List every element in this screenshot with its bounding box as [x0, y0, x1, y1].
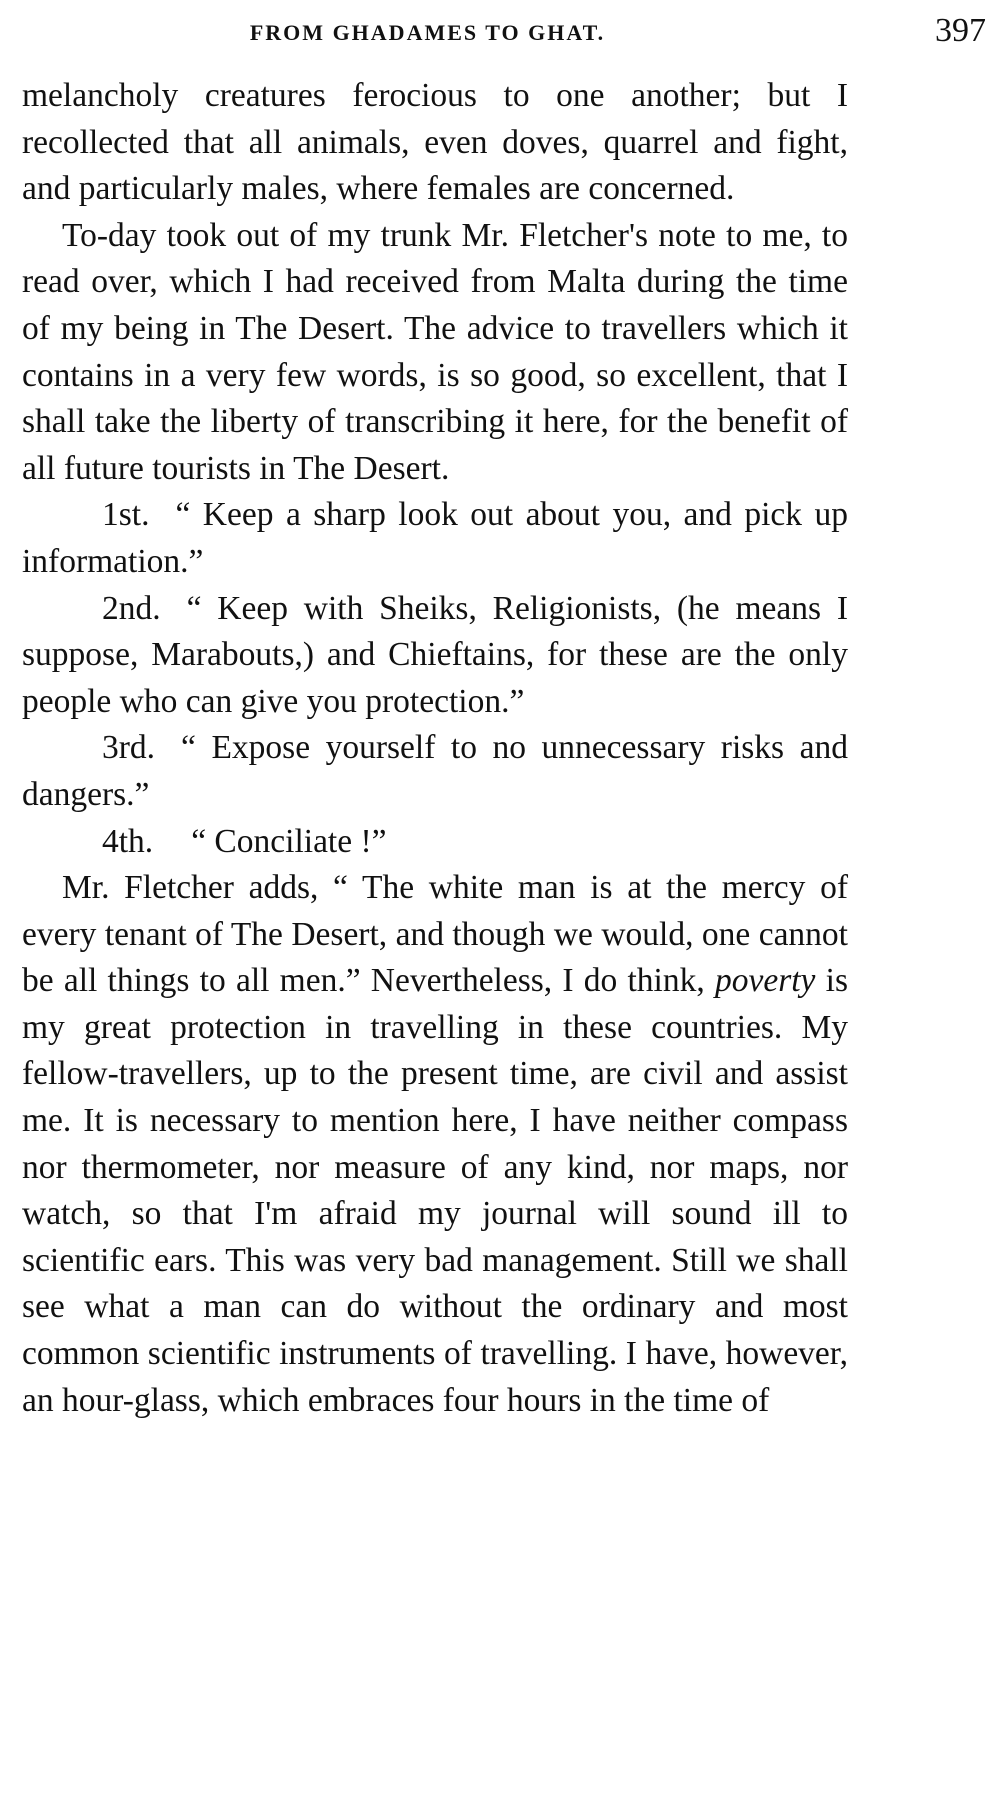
advice-text: “ Conciliate !” — [191, 822, 387, 860]
page-number: 397 — [935, 12, 986, 49]
running-title: FROM GHADAMES TO GHAT. — [249, 20, 606, 45]
body-text — [22, 73, 848, 1424]
advice-label: 4th. — [102, 822, 154, 860]
paragraph-text-after: is my great protection in travelling in these countries. My fellow-travellers, up to the present time, are civil and assist me. It is necessary to mention here, I have neither compass nor thermometer, nor measure of any kind, nor maps, nor watch, so that I'm afraid my journal will sound ill to scientific ears. This was very bad management. Still we shall see what a man can do without the ordinary and most common scientific instruments of travelling. I have, however, an hour-glass, which embraces four hours in the time of — [22, 962, 848, 1419]
advice-item-2 — [22, 586, 848, 726]
paragraph-fletcher-adds — [22, 865, 848, 1424]
advice-text: “ Keep with Sheiks, Religionists, (he means I suppose, Marabouts,) and Chieftains, for these are the only people who can give you protection.” — [22, 589, 848, 720]
advice-label: 2nd. — [102, 589, 161, 627]
running-head — [0, 12, 1000, 52]
paragraph-fletcher-note: To-day took out of my trunk Mr. Fletcher's note to me, to read over, which I had received from Malta during the time of my being in The Desert. The advice to travellers which it contains in a very few words, is so good, so excellent, that I shall take the liberty of transcribing it here, for the benefit of all future tourists in The Desert. — [22, 216, 848, 487]
advice-label: 1st. — [102, 496, 150, 534]
advice-item-1 — [22, 492, 848, 585]
advice-item-3 — [22, 725, 848, 818]
paragraph-continuation: melancholy creatures ferocious to one another; but I recollected that all animals, even doves, quarrel and fight, and particularly males, where females are concerned. — [22, 77, 848, 208]
advice-label: 3rd. — [102, 729, 156, 767]
emphasis-poverty: poverty — [714, 962, 816, 1000]
advice-text: “ Expose yourself to no unnecessary risks and dangers.” — [22, 729, 848, 813]
advice-text: “ Keep a sharp look out about you, and pick up information.” — [22, 496, 848, 580]
advice-item-4 — [22, 819, 848, 866]
paragraph-text-before: Mr. Fletcher adds, “ The white man is at the mercy of every tenant of The Desert, and though we would, one cannot be all things to all men.” Nevertheless, I do think, — [22, 869, 848, 1000]
